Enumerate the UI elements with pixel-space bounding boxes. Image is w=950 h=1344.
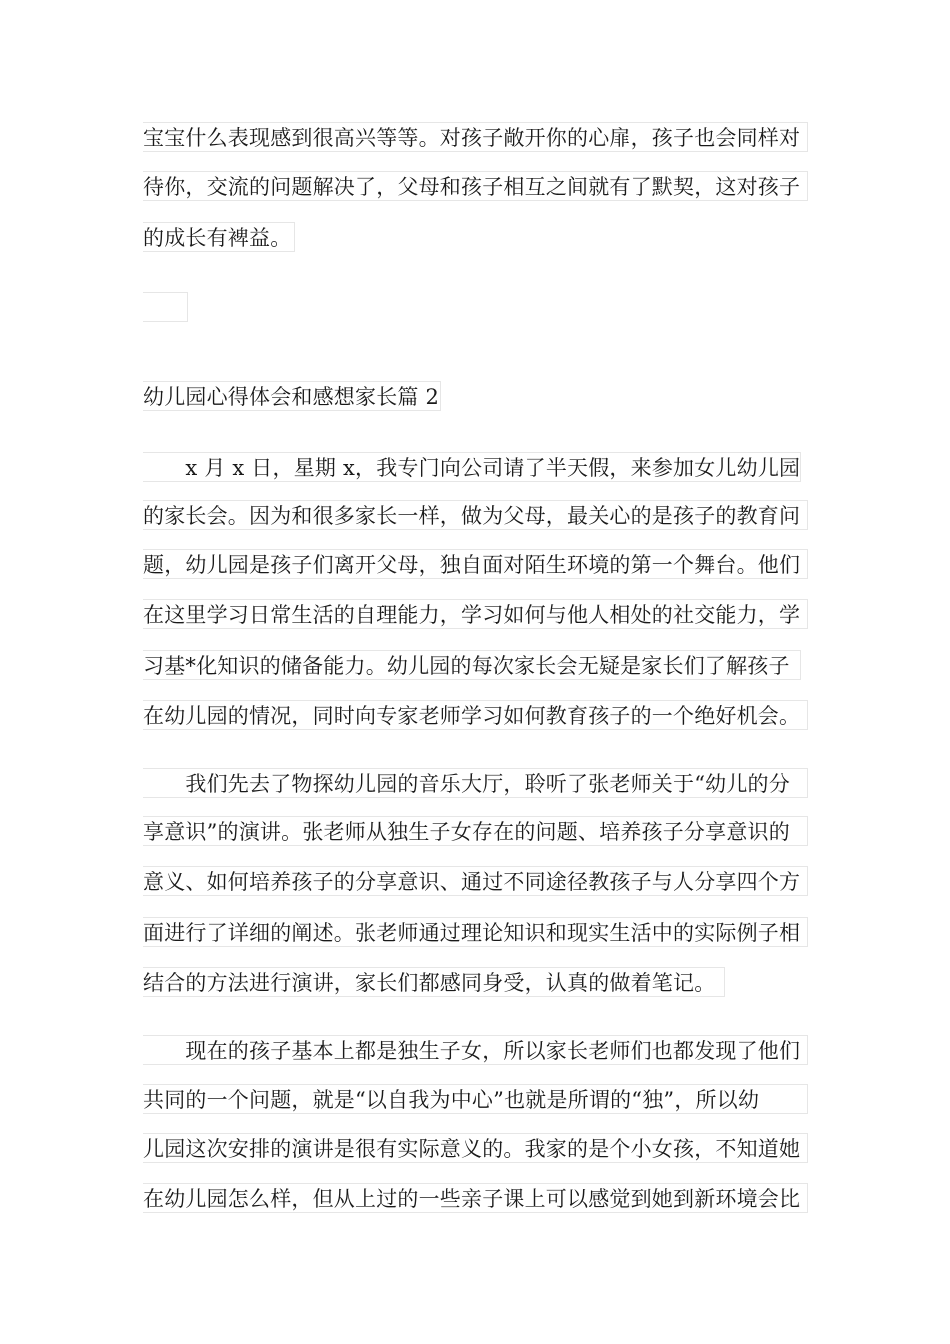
text-line: 待你，交流的问题解决了，父母和孩子相互之间就有了默契，这对孩子: [143, 171, 808, 201]
text-line: 在这里学习日常生活的自理能力，学习如何与他人相处的社交能力，学: [143, 599, 808, 629]
text-line: 意义、如何培养孩子的分享意识、通过不同途径教孩子与人分享四个方: [143, 866, 808, 896]
text-line: 在幼儿园怎么样，但从上过的一些亲子课上可以感觉到她到新环境会比: [143, 1183, 808, 1213]
empty-text-box: [143, 292, 188, 322]
text-line: x 月 x 日，星期 x，我专门向公司请了半天假，来参加女儿幼儿园: [143, 452, 801, 482]
text-line: 共同的一个问题，就是“以自我为中心”也就是所谓的“独”，所以幼: [143, 1084, 808, 1114]
text-line: 面进行了详细的阐述。张老师通过理论知识和现实生活中的实际例子相: [143, 917, 808, 947]
text-line: 的成长有裨益。: [143, 222, 295, 252]
section-title: 幼儿园心得体会和感想家长篇 2: [143, 381, 441, 411]
text-line: 结合的方法进行演讲，家长们都感同身受，认真的做着笔记。: [143, 967, 725, 997]
text-line: 题，幼儿园是孩子们离开父母，独自面对陌生环境的第一个舞台。他们: [143, 549, 808, 579]
text-line: 在幼儿园的情况，同时向专家老师学习如何教育孩子的一个绝好机会。: [143, 700, 808, 730]
text-line: 的家长会。因为和很多家长一样，做为父母，最关心的是孩子的教育问: [143, 500, 808, 530]
text-line: 享意识”的演讲。张老师从独生子女存在的问题、培养孩子分享意识的: [143, 816, 808, 846]
text-line: 现在的孩子基本上都是独生子女，所以家长老师们也都发现了他们: [143, 1035, 808, 1065]
text-line: 儿园这次安排的演讲是很有实际意义的。我家的是个小女孩，不知道她: [143, 1133, 808, 1163]
text-line: 宝宝什么表现感到很高兴等等。对孩子敞开你的心扉，孩子也会同样对: [143, 122, 808, 152]
text-line: 习基*化知识的储备能力。幼儿园的每次家长会无疑是家长们了解孩子: [143, 650, 801, 680]
text-line: 我们先去了物探幼儿园的音乐大厅，聆听了张老师关于“幼儿的分: [143, 768, 808, 798]
